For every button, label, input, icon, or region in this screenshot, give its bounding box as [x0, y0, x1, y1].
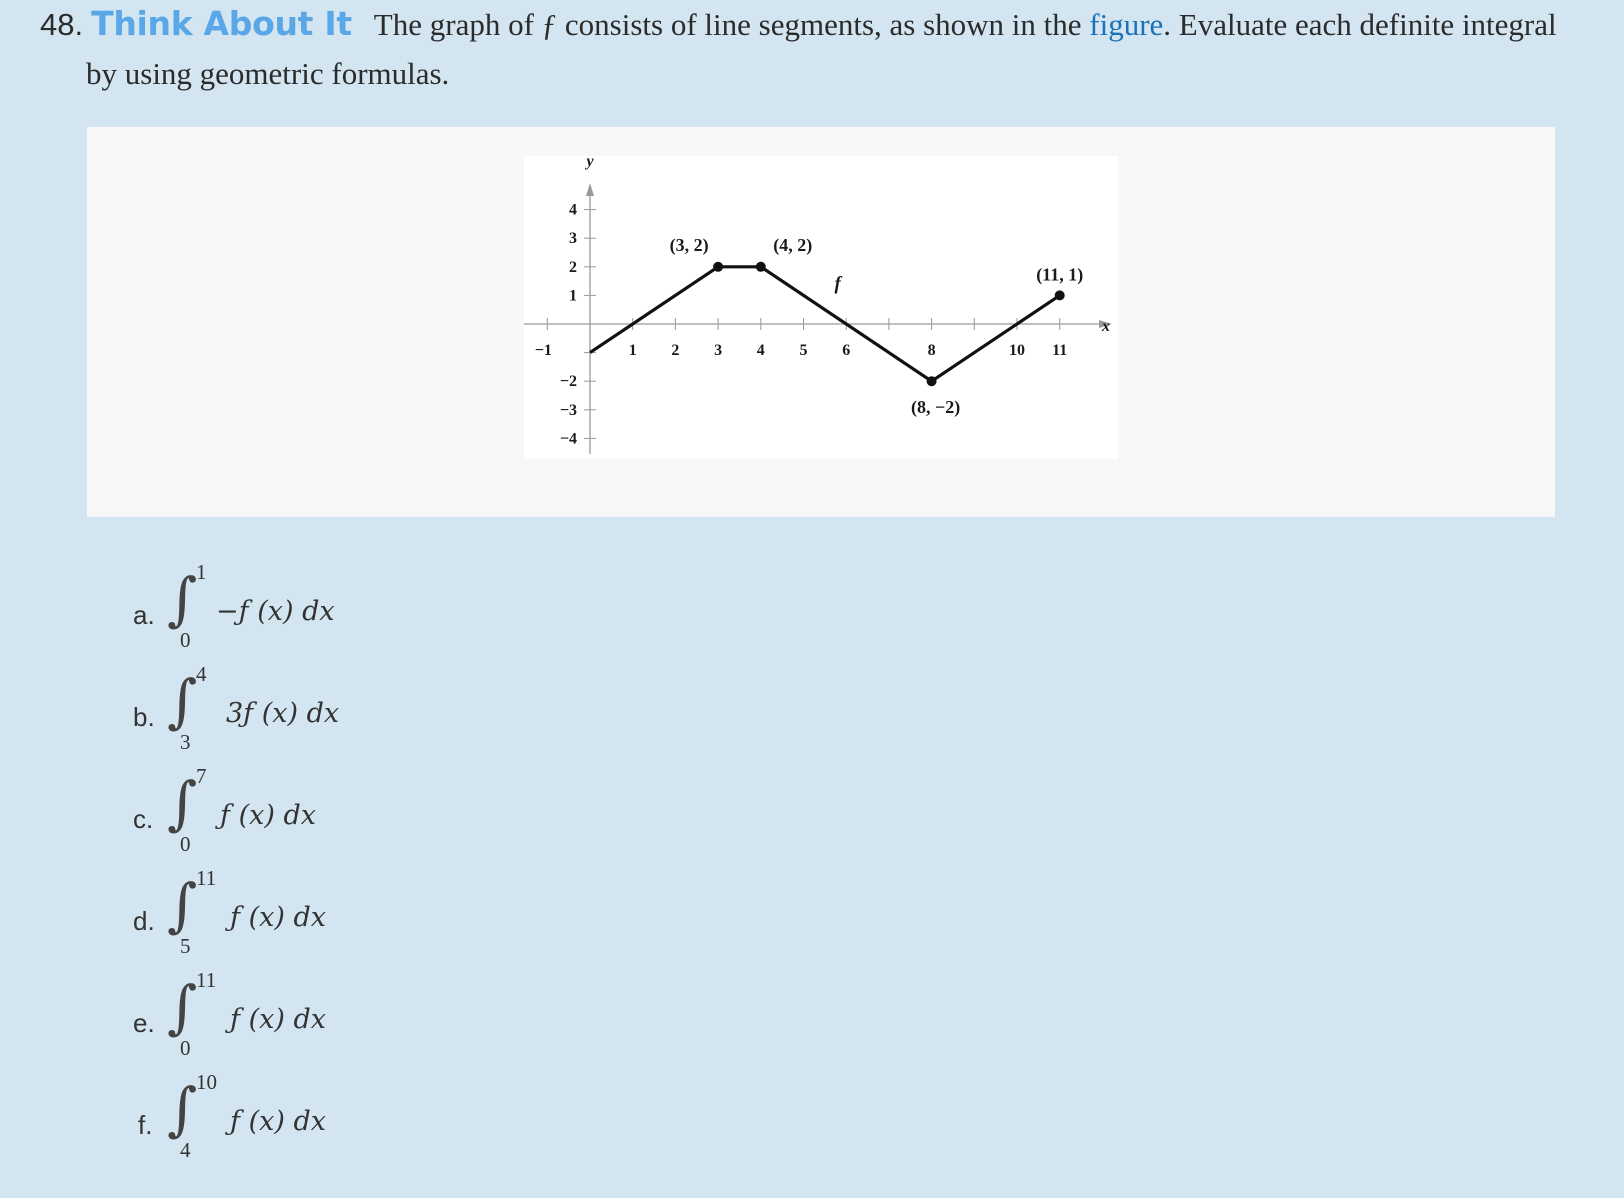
integral-sign-icon: ∫ [167, 1075, 198, 1143]
integrand: ƒ (x) dx [230, 1004, 326, 1035]
integrand: ƒ (x) dx [220, 800, 316, 831]
part-label: b. [133, 702, 155, 732]
x-tick-label: 4 [756, 342, 765, 359]
upper-limit: 10 [196, 1070, 217, 1094]
lower-limit: 0 [180, 832, 191, 856]
point-annotation: (8, −2) [910, 397, 961, 418]
x-tick-label: 6 [842, 342, 851, 359]
integral-sign-icon: ∫ [167, 565, 198, 633]
x-axis-label: x [1102, 318, 1110, 335]
lower-limit: 3 [180, 730, 191, 754]
lower-limit: 4 [180, 1138, 191, 1162]
x-tick-label: 10 [1009, 342, 1025, 359]
part-b [0, 662, 600, 774]
problem-first-line [40, 4, 1557, 45]
y-tick-label: 2 [569, 258, 577, 276]
integral-sign-icon: ∫ [167, 973, 198, 1041]
upper-limit: 11 [196, 968, 217, 992]
part-d [0, 866, 600, 978]
x-tick-label: 8 [927, 342, 936, 359]
lower-limit: 5 [180, 934, 191, 958]
problem-stem-start: The graph of ƒ consists of line segments, as shown in the [373, 7, 1090, 42]
x-tick-label: 2 [671, 342, 680, 359]
lower-limit: 0 [180, 1036, 191, 1060]
part-label: f. [138, 1110, 153, 1140]
y-tick-label: −2 [559, 373, 577, 391]
part-label: c. [133, 804, 154, 834]
part-a [0, 560, 600, 672]
integrand: 3ƒ (x) dx [226, 698, 340, 729]
question-number: 48. [40, 7, 84, 42]
y-axis-label: y [586, 156, 594, 170]
integral-sign-icon: ∫ [167, 871, 198, 939]
y-tick-label: 1 [569, 287, 577, 305]
part-label: e. [133, 1008, 155, 1038]
curve-label-f: f [834, 273, 841, 295]
x-tick-label: 11 [1052, 342, 1068, 359]
x-tick-label: 5 [799, 342, 808, 359]
x-tick-label: −1 [534, 342, 552, 359]
x-tick-label: 1 [628, 342, 637, 359]
part-c [0, 764, 600, 876]
figure-link[interactable]: figure [1089, 7, 1164, 42]
integrand: ƒ (x) dx [230, 1106, 326, 1137]
y-tick-label: 3 [569, 230, 577, 248]
upper-limit: 7 [196, 764, 207, 788]
part-e [0, 968, 600, 1080]
data-point [1055, 290, 1065, 300]
part-label: d. [133, 906, 155, 936]
lower-limit: 0 [180, 628, 191, 652]
point-annotation: (4, 2) [773, 234, 813, 255]
y-axis-arrow-icon [586, 183, 594, 196]
data-point [756, 262, 766, 272]
figure-panel [87, 127, 1555, 517]
y-tick-label: −3 [559, 401, 577, 419]
y-tick-label: 4 [569, 201, 577, 219]
part-label: a. [133, 600, 155, 630]
point-annotation: (3, 2) [669, 234, 709, 255]
integral-sign-icon: ∫ [167, 769, 198, 837]
part-f [0, 1070, 600, 1182]
problem-stem-line2: by using geometric formulas. [86, 56, 450, 91]
upper-limit: 1 [196, 560, 207, 584]
x-tick-label: 3 [714, 342, 723, 359]
point-annotation: (11, 1) [1036, 264, 1084, 285]
data-point [927, 376, 937, 386]
integrand: −ƒ (x) dx [216, 596, 335, 627]
problem-heading: Think About It [91, 4, 352, 43]
integrand: ƒ (x) dx [230, 902, 326, 933]
upper-limit: 11 [196, 866, 217, 890]
problem-stem-end: . Evaluate each definite integral [1163, 7, 1557, 42]
y-tick-label: −4 [559, 430, 577, 448]
integral-sign-icon: ∫ [167, 667, 198, 735]
graph-figure [524, 156, 1118, 459]
upper-limit: 4 [196, 662, 207, 686]
data-point [713, 262, 723, 272]
graph-of-f [524, 156, 1118, 459]
